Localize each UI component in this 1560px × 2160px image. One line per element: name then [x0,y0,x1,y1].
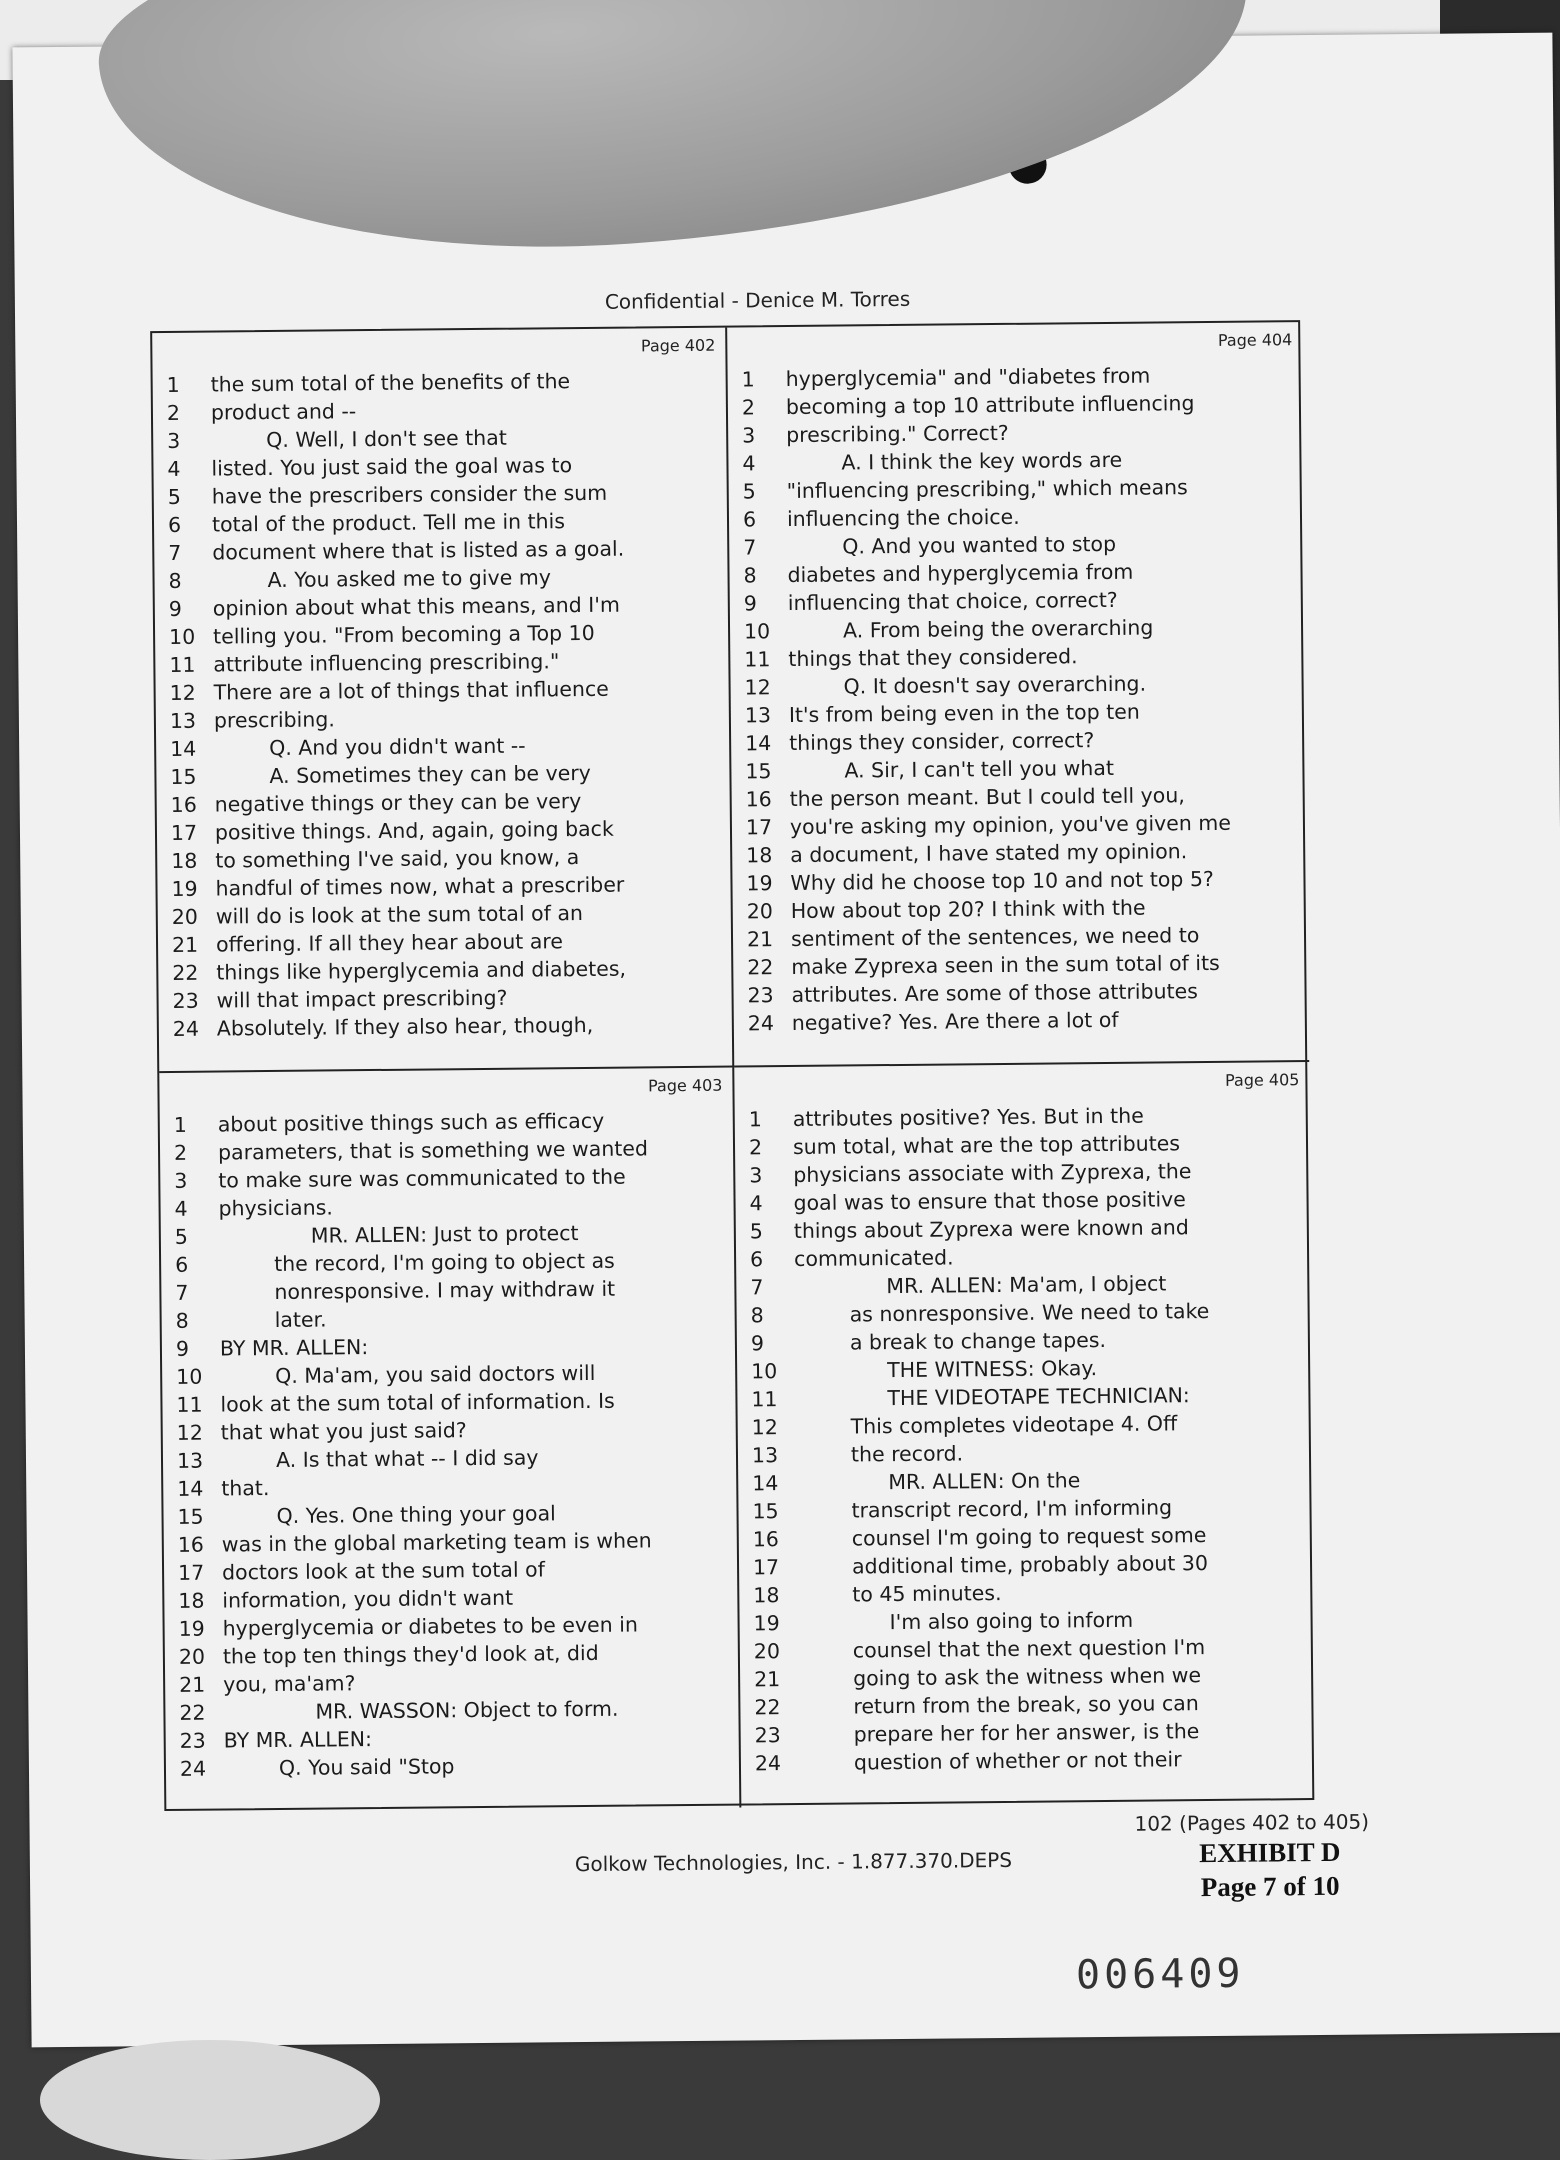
line-number: 14 [177,1476,204,1501]
page-label: Page 403 [647,1075,723,1096]
line-number: 7 [175,1280,189,1305]
line-number: 6 [175,1252,189,1277]
exhibit-stamp [1170,1834,1371,1904]
line-number: 22 [179,1700,206,1725]
line-number: 20 [178,1644,206,1669]
line-number: 17 [177,1560,205,1585]
line-text: A. From being the overarching [842,615,1154,643]
line-number: 6 [742,507,757,532]
line-text: Q. Well, I don't see that [266,425,507,453]
page-label: Page 404 [1217,330,1293,350]
line-number: 9 [743,591,757,616]
line-text: will that impact prescribing? [216,985,508,1013]
line-number: 11 [751,1387,778,1412]
line-number: 5 [742,479,756,504]
document-header: Confidential - Denice M. Torres [604,286,911,314]
line-text: prescribing. [213,707,335,733]
transcript-line [734,1004,1309,1038]
line-text: sum total, what are the top attributes [792,1131,1181,1159]
line-text: A. Sometimes they can be very [269,760,591,789]
line-text: you, ma'am? [223,1671,356,1697]
line-text: counsel that the next question I'm [852,1635,1206,1663]
line-text: becoming a top 10 attribute influencing [785,391,1195,420]
transcript-lines [735,1100,1316,1777]
line-text: parameters, that is something we wanted [217,1136,649,1165]
line-text: prescribing." Correct? [786,420,1009,448]
line-text: that what you just said? [220,1418,467,1445]
line-number: 16 [745,787,772,812]
bates-number: 006409 [1075,1950,1245,1999]
line-text: Q. And you wanted to stop [842,531,1117,559]
line-number: 15 [752,1499,779,1524]
line-number: 9 [750,1331,765,1356]
line-text: A. Is that what -- I did say [275,1445,539,1472]
line-number: 7 [750,1275,764,1300]
line-text: diabetes and hyperglycemia from [787,559,1134,588]
line-text: that. [221,1476,270,1501]
line-text: attribute influencing prescribing." [213,649,560,677]
document-page [12,33,1560,2048]
line-text: return from the break, so you can [853,1691,1199,1719]
line-number: 9 [168,596,182,621]
line-number: 23 [179,1728,206,1753]
line-number: 22 [747,955,774,980]
line-text: the record, I'm going to object as [274,1248,615,1276]
line-text: THE WITNESS: Okay. [887,1356,1098,1383]
line-text: information, you didn't want [222,1585,514,1613]
line-text: to 45 minutes. [852,1581,1002,1607]
line-number: 20 [171,904,198,929]
line-text: negative? Yes. Are there a lot of [791,1007,1119,1036]
line-number: 4 [167,456,181,481]
line-text: Q. Ma'am, you said doctors will [275,1360,596,1388]
line-text: Q. And you didn't want -- [269,733,526,761]
line-text: "influencing prescribing," which means [786,475,1188,504]
line-text: Absolutely. If they also hear, though, [216,1012,594,1041]
line-number: 19 [171,876,198,901]
line-number: 2 [166,400,181,425]
line-number: 5 [167,484,181,509]
line-number: 3 [174,1168,188,1193]
line-text: hyperglycemia" and "diabetes from [785,363,1151,392]
line-text: document where that is listed as a goal. [212,536,625,565]
line-text: influencing that choice, correct? [787,587,1118,616]
line-number: 17 [752,1555,780,1580]
line-text: There are a lot of things that influence [213,676,609,705]
line-text: MR. ALLEN: Just to protect [310,1221,579,1248]
line-text: total of the product. Tell me in this [211,509,566,537]
line-text: Q. You said "Stop [278,1754,455,1780]
transcript-line [166,1750,739,1783]
line-text: the sum total of the benefits of the [210,369,571,397]
line-text: It's from being even in the top ten [788,699,1140,728]
line-text: product and -- [210,399,357,425]
line-number: 23 [747,983,774,1008]
line-text: sentiment of the sentences, we need to [790,923,1200,952]
line-number: 13 [176,1448,204,1473]
line-text: A. Sir, I can't tell you what [844,755,1115,783]
line-text: the person meant. But I could tell you, [789,783,1185,812]
line-number: 8 [743,563,757,588]
line-number: 15 [170,764,197,789]
line-text: as nonresponsive. We need to take [849,1299,1210,1327]
line-number: 23 [172,988,199,1013]
line-text: the record. [850,1441,964,1467]
line-number: 18 [746,843,773,868]
line-text: later. [274,1307,327,1332]
line-number: 5 [174,1224,189,1249]
line-text: doctors look at the sum total of [221,1557,545,1585]
line-text: a break to change tapes. [849,1328,1107,1355]
line-number: 13 [169,708,197,733]
line-number: 8 [175,1308,189,1333]
line-text: negative things or they can be very [214,789,582,817]
line-text: about positive things such as efficacy [217,1108,605,1137]
line-text: Q. Yes. One thing your goal [276,1501,556,1528]
line-text: Q. It doesn't say overarching. [843,671,1147,699]
line-number: 14 [170,736,197,761]
line-text: things that they considered. [788,644,1078,672]
line-number: 13 [751,1443,779,1468]
line-number: 3 [742,423,756,448]
line-number: 4 [749,1191,763,1216]
page-label: Page 405 [1224,1070,1300,1090]
line-number: 20 [753,1639,781,1664]
line-number: 13 [744,703,772,728]
transcript-lines [153,366,732,1043]
line-text: BY MR. ALLEN: [219,1335,369,1361]
line-number: 12 [751,1415,778,1440]
line-text: offering. If all they hear about are [215,929,564,957]
line-number: 1 [166,372,180,397]
line-number: 1 [741,367,755,392]
line-number: 7 [743,535,757,560]
line-text: THE VIDEOTAPE TECHNICIAN: [887,1383,1190,1411]
line-number: 19 [753,1611,780,1636]
line-text: additional time, probably about 30 [851,1551,1209,1579]
line-number: 18 [171,848,198,873]
line-number: 15 [745,759,772,784]
line-text: transcript record, I'm informing [851,1495,1173,1523]
line-number: 22 [172,960,199,985]
line-number: 24 [754,1751,782,1776]
transcript-page-405 [734,1062,1316,1807]
line-number: 10 [743,619,771,644]
line-text: things about Zyprexa were known and [793,1215,1189,1243]
line-text: nonresponsive. I may withdraw it [274,1276,616,1304]
line-text: to something I've said, you know, a [215,845,580,873]
line-text: influencing the choice. [786,504,1020,532]
line-number: 8 [750,1303,764,1328]
line-number: 21 [746,927,774,952]
line-text: attributes positive? Yes. But in the [792,1103,1144,1131]
pages-reference: 102 (Pages 402 to 405) [1134,1809,1370,1836]
line-number: 24 [179,1756,207,1781]
line-text: BY MR. ALLEN: [223,1727,373,1753]
line-number: 2 [173,1140,188,1165]
line-number: 14 [752,1471,779,1496]
line-text: will do is look at the sum total of an [215,901,584,929]
line-number: 16 [752,1527,779,1552]
transcript-page-404 [727,322,1309,1067]
line-text: hyperglycemia or diabetes to be even in [222,1612,639,1641]
line-number: 10 [176,1364,203,1389]
line-text: counsel I'm going to request some [851,1523,1207,1551]
line-text: look at the sum total of information. Is [220,1388,615,1417]
line-number: 2 [748,1135,763,1160]
line-number: 17 [745,815,773,840]
line-number: 12 [176,1420,203,1445]
line-number: 11 [176,1392,203,1417]
transcript-line [741,1744,1316,1778]
line-text: A. I think the key words are [841,447,1123,475]
line-text: handful of times now, what a prescriber [215,872,625,901]
line-text: This completes videotape 4. Off [850,1411,1178,1439]
thumb-bottom [40,2040,380,2160]
line-number: 6 [167,512,182,537]
line-number: 2 [741,395,756,420]
line-number: 1 [173,1112,187,1137]
line-text: opinion about what this means, and I'm [212,592,620,621]
line-text: to make sure was communicated to the [218,1164,626,1193]
line-number: 3 [749,1163,763,1188]
transcript-line [159,1010,732,1043]
line-text: you're asking my opinion, you've given me [789,810,1232,840]
line-number: 18 [178,1588,205,1613]
line-text: going to ask the witness when we [853,1663,1202,1691]
line-text: the top ten things they'd look at, did [222,1640,599,1669]
line-text: Why did he choose top 10 and not top 5? [790,866,1214,896]
line-text: make Zyprexa seen in the sum total of its [791,950,1220,980]
line-text: things like hyperglycemia and diabetes, [216,956,627,985]
exhibit-label: EXHIBIT D [1199,1836,1341,1869]
line-text: prepare her for her answer, is the [853,1719,1200,1747]
line-text: have the prescribers consider the sum [211,480,608,509]
line-number: 10 [168,624,196,649]
line-number: 21 [754,1667,781,1692]
line-number: 5 [749,1219,763,1244]
line-number: 18 [753,1583,780,1608]
transcript-page-403 [159,1068,741,1813]
line-number: 19 [178,1616,205,1641]
line-number: 3 [167,428,181,453]
line-number: 7 [168,540,182,565]
line-number: 20 [746,899,773,924]
line-text: listed. You just said the goal was to [211,453,573,481]
line-number: 21 [171,932,199,957]
line-number: 23 [754,1723,781,1748]
line-number: 12 [169,680,196,705]
line-text: things they consider, correct? [789,728,1095,756]
line-number: 11 [169,652,196,677]
line-number: 12 [744,675,771,700]
line-number: 1 [748,1107,762,1132]
line-text: a document, I have stated my opinion. [790,839,1188,868]
line-number: 16 [170,792,197,817]
transcript-page-402 [152,328,734,1073]
transcript-lines [728,360,1309,1037]
line-number: 6 [749,1247,764,1272]
line-text: positive things. And, again, going back [214,816,614,845]
line-text: attributes. Are some of those attributes [791,979,1199,1008]
court-reporter-footer: Golkow Technologies, Inc. - 1.877.370.DEPS [574,1847,1013,1877]
line-text: A. You asked me to give my [267,565,552,593]
line-text: physicians associate with Zyprexa, the [793,1159,1192,1187]
line-number: 14 [745,731,772,756]
exhibit-page: Page 7 of 10 [1200,1870,1340,1903]
transcript-grid [150,320,1314,1811]
line-text: I'm also going to inform [889,1607,1134,1635]
transcript-lines [160,1106,739,1783]
line-number: 16 [177,1532,205,1557]
line-number: 24 [172,1016,200,1041]
line-number: 8 [168,568,182,593]
line-text: MR. ALLEN: On the [888,1468,1081,1495]
line-text: goal was to ensure that those positive [793,1187,1186,1215]
line-text: MR. ALLEN: Ma'am, I object [886,1271,1167,1299]
line-text: MR. WASSON: Object to form. [315,1696,619,1724]
line-text: was in the global marketing team is when [221,1528,652,1557]
line-text: How about top 20? I think with the [790,895,1146,924]
line-number: 21 [179,1672,206,1697]
line-number: 9 [175,1336,190,1361]
line-number: 22 [754,1695,781,1720]
page-label: Page 402 [640,335,716,356]
line-number: 11 [744,647,771,672]
line-text: communicated. [793,1245,954,1271]
line-number: 4 [174,1196,188,1221]
line-number: 17 [170,820,198,845]
line-text: physicians. [218,1195,333,1221]
line-text: question of whether or not their [853,1747,1182,1775]
line-number: 19 [746,871,773,896]
line-number: 15 [177,1504,204,1529]
line-number: 24 [747,1011,775,1036]
line-number: 4 [742,451,756,476]
line-text: telling you. "From becoming a Top 10 [212,620,595,649]
line-number: 10 [751,1359,778,1384]
